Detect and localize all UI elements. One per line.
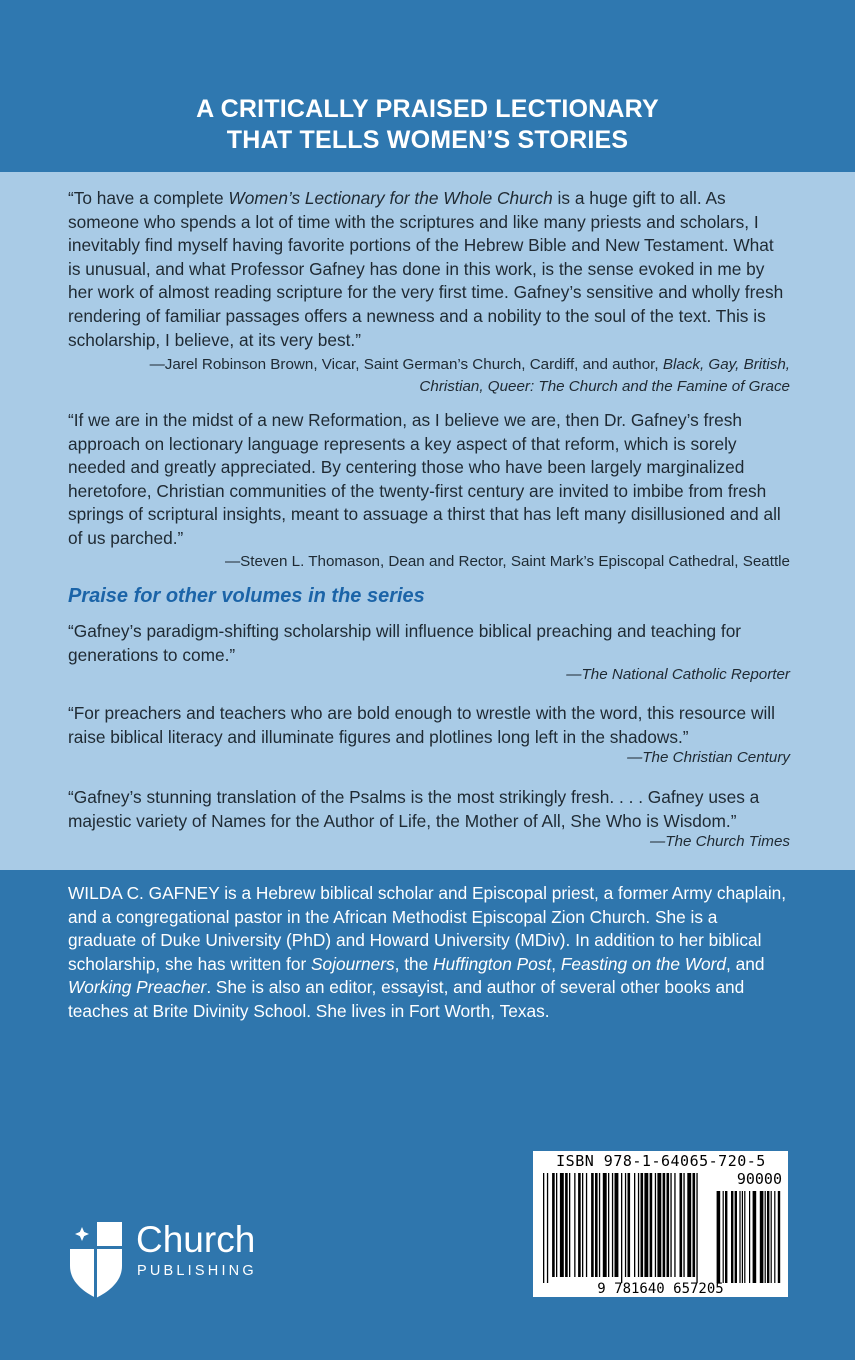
series-source-2: —The Christian Century bbox=[627, 749, 790, 766]
barcode-bar bbox=[552, 1173, 555, 1277]
barcode-bar bbox=[578, 1173, 581, 1277]
barcode-bar bbox=[693, 1173, 696, 1277]
barcode-bar bbox=[687, 1173, 691, 1277]
barcode-bar bbox=[644, 1173, 648, 1277]
praise-quote-1: “To have a complete Women’s Lectionary for the Whole Church is a huge gift to all. As someone who spends a lot of time with the scriptures and like many priests and scholars, I inevitably find myself having favorite portions of the Hebrew Bible and New Testament. What is unusual, and what Professor Gafney has done in this work, is the sense evoked in me by her work of almost reading scripture for the very first time. Gafney’s sensitive and wholly fresh rendering of familiar passages offers a newness and a nobility to the soul of the text. This is scholarship, I believe, at its very best.” bbox=[68, 188, 784, 350]
shield-icon bbox=[68, 1220, 124, 1300]
barcode-bars bbox=[533, 1151, 788, 1297]
barcode-bar bbox=[615, 1173, 619, 1277]
publisher-sub: PUBLISHING bbox=[137, 1263, 257, 1279]
series-heading: Praise for other volumes in the series bbox=[68, 585, 425, 607]
barcode-bar bbox=[655, 1173, 656, 1277]
barcode-addon-bar bbox=[771, 1191, 772, 1283]
publisher-name: Church bbox=[136, 1219, 256, 1260]
price-code: 90000 bbox=[736, 1170, 782, 1188]
barcode-addon-bar bbox=[753, 1191, 757, 1283]
barcode-addon-bar bbox=[767, 1191, 769, 1283]
barcode-bar bbox=[569, 1173, 570, 1277]
barcode-addon-bar bbox=[778, 1191, 780, 1283]
headline-line-2: THAT TELLS WOMEN’S STORIES bbox=[226, 126, 629, 154]
barcode-bar bbox=[591, 1173, 594, 1277]
barcode-bar bbox=[621, 1173, 622, 1283]
barcode-bar bbox=[628, 1173, 631, 1277]
barcode-bar bbox=[657, 1173, 661, 1277]
barcode-bar bbox=[556, 1173, 557, 1277]
barcode-bar bbox=[663, 1173, 666, 1277]
isbn-text: ISBN 978-1-64065-720-5 bbox=[556, 1152, 766, 1170]
barcode-addon-bar bbox=[742, 1191, 743, 1283]
barcode-bar bbox=[680, 1173, 683, 1277]
barcode-addon-bar bbox=[723, 1191, 724, 1283]
barcode-addon-bar bbox=[774, 1191, 775, 1283]
series-source-3: —The Church Times bbox=[650, 833, 790, 850]
barcode-bar bbox=[586, 1173, 587, 1277]
praise-attribution-2: —Steven L. Thomason, Dean and Rector, Saint Mark’s Episcopal Cathedral, Seattle bbox=[224, 553, 790, 570]
barcode-bar bbox=[560, 1173, 564, 1277]
barcode-addon-bar bbox=[735, 1191, 737, 1283]
barcode-bar bbox=[696, 1173, 697, 1283]
ean-number: 9 781640 657205 bbox=[597, 1281, 724, 1297]
series-quote-2: “For preachers and teachers who are bold enough to wrestle with the word, this resource will raise biblical literacy and illuminate figures and plotlines long left in the shadows.” bbox=[68, 703, 775, 747]
author-bio: WILDA C. GAFNEY is a Hebrew biblical scholar and Episcopal priest, a former Army chaplain, and a congregational pastor in the African Methodist Episcopal Zion Church. She is a graduate of Duke University (PhD) and Howard University (MDiv). In addition to her biblical scholarship, she has written for Sojourners, the Huffington Post, Feasting on the Word, and Working Preacher. She is also an editor, essayist, and author of several other books and teaches at Brite Divinity School. She lives in Fort Worth, Texas. bbox=[68, 883, 787, 1021]
barcode-bar bbox=[638, 1173, 639, 1277]
barcode-addon-bar bbox=[739, 1191, 740, 1283]
barcode-bar bbox=[625, 1173, 626, 1277]
barcode-box bbox=[533, 1151, 788, 1297]
barcode-bar bbox=[595, 1173, 598, 1277]
barcode-bar bbox=[670, 1173, 671, 1277]
barcode-bar bbox=[650, 1173, 653, 1277]
barcode-bar bbox=[612, 1173, 613, 1277]
series-source-1: —The National Catholic Reporter bbox=[566, 666, 790, 683]
praise-quote-2: “If we are in the midst of a new Reformation, as I believe we are, then Dr. Gafney’s fresh approach on lectionary language represents a key aspect of that reform, which is sorely needed and greatly appreciated. By centering those who have been largely marginalized heretofore, Christian communities of the twenty-first century are invited to imbibe from fresh springs of scriptural insights, meant to assuage a thirst that has left many disillusioned and all of us parched.” bbox=[68, 410, 781, 548]
headline-line-1: A CRITICALLY PRAISED LECTIONARY bbox=[196, 95, 659, 123]
barcode-addon-bar bbox=[725, 1191, 727, 1283]
barcode-bar bbox=[582, 1173, 583, 1277]
barcode-bar bbox=[543, 1173, 544, 1283]
barcode-addon-bar bbox=[749, 1191, 750, 1283]
barcode-addon-bar bbox=[717, 1191, 721, 1283]
praise-panel bbox=[0, 172, 855, 870]
series-quote-1: “Gafney’s paradigm-shifting scholarship will influence biblical preaching and teaching for generations to come.” bbox=[68, 621, 742, 665]
barcode-bar bbox=[574, 1173, 575, 1277]
barcode-bar bbox=[608, 1173, 609, 1277]
barcode-bar bbox=[547, 1173, 548, 1283]
barcode-addon-bar bbox=[744, 1191, 745, 1283]
publisher-logo bbox=[68, 1219, 257, 1305]
headline bbox=[0, 94, 855, 156]
barcode-bar bbox=[634, 1173, 635, 1277]
barcode-bar bbox=[667, 1173, 670, 1277]
barcode-addon-bar bbox=[731, 1191, 733, 1283]
barcode-bar bbox=[603, 1173, 607, 1277]
barcode-bar bbox=[674, 1173, 675, 1277]
barcode-bar bbox=[565, 1173, 568, 1277]
barcode-bar bbox=[599, 1173, 600, 1277]
series-quote-3: “Gafney’s stunning translation of the Psalms is the most strikingly fresh. . . . Gafney uses a majestic variety of Names for the Author of Life, the Mother of All, She Who is Wisdom.” bbox=[68, 787, 760, 831]
barcode-bar bbox=[683, 1173, 684, 1277]
barcode-addon-bar bbox=[760, 1191, 764, 1283]
barcode-bar bbox=[641, 1173, 644, 1277]
praise-attribution-1: —Jarel Robinson Brown, Vicar, Saint German’s Church, Cardiff, and author, Black, Gay, British, Christian, Queer: The Church and the Famine of Grace bbox=[149, 356, 790, 395]
barcode-addon-bar bbox=[765, 1191, 766, 1283]
